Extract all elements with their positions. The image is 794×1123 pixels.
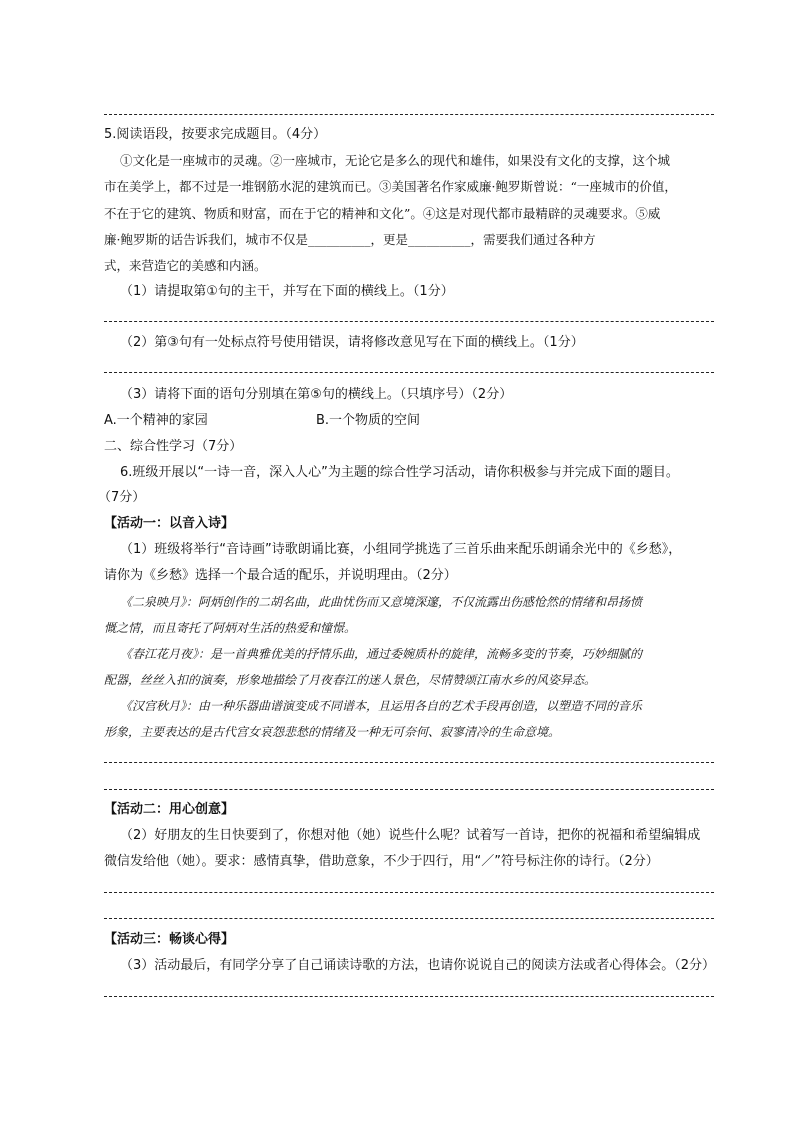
activity-3-question-line-1: （3）活动最后，有同学分享了自己诵读诗歌的方法，也请你说说自己的阅读方法或者心得体会。（2分） xyxy=(120,958,716,973)
sub-question-1: （1）请提取第①句的主干，并写在下面的横线上。（1分） xyxy=(120,284,454,299)
passage-line-5: 式，来营造它的美感和内涵。 xyxy=(104,258,267,273)
passage-line-4: 廉·鲍罗斯的话告诉我们，城市不仅是__________，更是__________，需要我们通过各种方 xyxy=(104,232,596,247)
activity-2-heading: 【活动二：用心创意】 xyxy=(104,802,235,817)
activity-1-question-line-1: （1）班级将举行“音诗画”诗歌朗诵比赛，小组同学挑选了三首乐曲来配乐朗诵余光中的《乡愁》， xyxy=(120,542,682,557)
answer-line[interactable] xyxy=(104,789,714,790)
music-1-line-1: 《二泉映月》：阿炳创作的二胡名曲，此曲忧伤而又意境深邃，不仅流露出伤感怆然的情绪和昂扬愤 xyxy=(120,595,643,609)
question-6-line-1: 6.班级开展以“一诗一音，深入人心”为主题的综合性学习活动，请你积极参与并完成下面的题目。 xyxy=(120,465,679,480)
sub-question-2: （2）第③句有一处标点符号使用错误，请将修改意见写在下面的横线上。（1分） xyxy=(120,335,584,350)
activity-1-question-line-2: 请你为《乡愁》选择一个最合适的配乐，并说明理由。（2分） xyxy=(104,568,457,583)
answer-line[interactable] xyxy=(104,762,714,763)
sub-question-3: （3）请将下面的语句分别填在第⑤句的横线上。（只填序号）（2分） xyxy=(120,387,513,402)
activity-1-heading: 【活动一：以音入诗】 xyxy=(104,516,235,531)
passage-line-3: 不在于它的建筑、物质和财富，而在于它的精神和文化”。④这是对现代都市最精辟的灵魂要求。⑤威 xyxy=(104,206,661,221)
question-5-title: 5.阅读语段，按要求完成题目。（4分） xyxy=(104,127,327,142)
music-1-line-2: 慨之情，而且寄托了阿炳对生活的热爱和憧憬。 xyxy=(104,621,357,635)
activity-3-heading: 【活动三：畅谈心得】 xyxy=(104,932,235,947)
option-a: A.一个精神的家园 xyxy=(104,413,208,428)
answer-line xyxy=(104,114,714,115)
answer-line[interactable] xyxy=(104,372,714,373)
music-2-line-1: 《春江花月夜》：是一首典雅优美的抒情乐曲，通过委婉质朴的旋律，流畅多变的节奏，巧妙细腻的 xyxy=(120,647,643,661)
music-2-line-2: 配器，丝丝入扣的演奏，形象地描绘了月夜春江的迷人景色，尽情赞颂江南水乡的风姿异态。 xyxy=(104,673,597,687)
passage-line-2: 市在美学上，都不过是一堆钢筋水泥的建筑而已。③美国著名作家威廉·鲍罗斯曾说：“一座城市的价值， xyxy=(104,179,677,194)
question-6-line-2: （7分） xyxy=(98,490,146,505)
answer-line[interactable] xyxy=(104,892,714,893)
activity-2-question-line-2: 微信发给他（她）。要求：感情真挚，借助意象，不少于四行，用“／”符号标注你的诗行。（2分） xyxy=(104,854,659,869)
passage-line-1: ①文化是一座城市的灵魂。②一座城市，无论它是多么的现代和雄伟，如果没有文化的支撑，这个城 xyxy=(120,153,671,168)
option-b: B.一个物质的空间 xyxy=(316,413,421,428)
activity-2-question-line-1: （2）好朋友的生日快要到了，你想对他（她）说些什么呢？试着写一首诗，把你的祝福和希望编辑成 xyxy=(120,828,701,843)
answer-line[interactable] xyxy=(104,321,714,322)
music-3-line-2: 形象，主要表达的是古代宫女哀怨悲愁的情绪及一种无可奈何、寂寥清冷的生命意境。 xyxy=(104,725,561,739)
answer-line[interactable] xyxy=(104,996,714,997)
music-3-line-1: 《汉宫秋月》：由一种乐器曲谱演变成不同谱本，且运用各自的艺术手段再创造，以塑造不同的音乐 xyxy=(120,699,643,713)
answer-line[interactable] xyxy=(104,918,714,919)
section-2-heading: 二、综合性学习（7分） xyxy=(104,439,243,454)
